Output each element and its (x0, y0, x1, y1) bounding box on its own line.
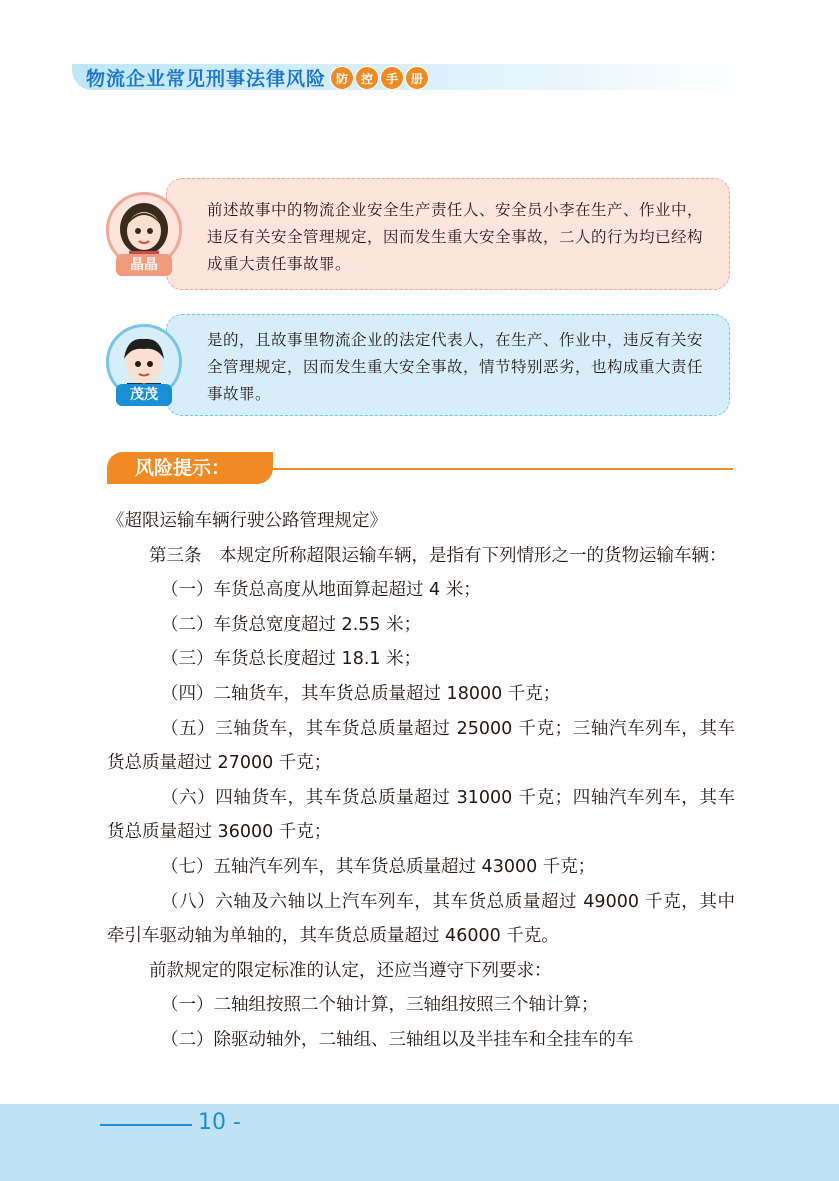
paragraph: （八）六轴及六轴以上汽车列车，其车货总质量超过 49000 千克，其中牵引车驱动轴为单轴的，其车货总质量超过 46000 千克。 (107, 891, 735, 947)
risk-heading-label: 风险提示： (107, 452, 273, 484)
paragraph: 第三条 本规定所称超限运输车辆，是指有下列情形之一的货物运输车辆： (149, 545, 727, 566)
paragraph: （七）五轴汽车列车，其车货总质量超过 43000 千克； (161, 856, 596, 877)
body-text (107, 504, 735, 1058)
dialog-bubble-jingjing (166, 178, 730, 290)
header-badge: 控 (355, 66, 379, 90)
page-footer (0, 1104, 839, 1181)
header-badge: 防 (330, 66, 354, 90)
paragraph: （五）三轴货车，其车货总质量超过 25000 千克；三轴汽车列车，其车货总质量超过 27000 千克； (107, 718, 735, 774)
paragraph: （四）二轴货车，其车货总质量超过 18000 千克； (161, 683, 561, 704)
dialog-bubble-maomao (166, 314, 730, 416)
paragraph: （一）车货总高度从地面算起超过 4 米； (161, 580, 481, 601)
paragraph: （一）二轴组按照二个轴计算，三轴组按照三个轴计算； (161, 995, 599, 1016)
paragraph: 前款规定的限定标准的认定，还应当遵守下列要求： (149, 960, 552, 981)
paragraph: （三）车货总长度超过 18.1 米； (161, 649, 422, 670)
regulation-title: 《超限运输车辆行驶公路管理规定》 (107, 511, 387, 531)
dialog-text: 前述故事中的物流企业安全生产责任人、安全员小李在生产、作业中，违反有关安全管理规定，因而发生重大安全事故，二人的行为均已经构成重大责任事故罪。 (207, 201, 704, 273)
page-header (60, 52, 760, 102)
speaker-name-tag: 茂茂 (116, 384, 172, 406)
paragraph: （二）除驱动轴外，二轴组、三轴组以及半挂车和全挂车的车 (161, 1029, 634, 1050)
header-badges (330, 66, 430, 90)
paragraph: （六）四轴货车，其车货总质量超过 31000 千克；四轴汽车列车，其车货总质量超过 36000 千克； (107, 787, 735, 843)
header-badge: 手 (380, 66, 404, 90)
divider (273, 468, 733, 470)
header-badge: 册 (405, 66, 429, 90)
footer-line (100, 1124, 192, 1126)
header-title: 物流企业常见刑事法律风险 (86, 68, 327, 90)
dialog-text: 是的，且故事里物流企业的法定代表人，在生产、作业中，违反有关安全管理规定，因而发生重大安全事故，情节特别恶劣，也构成重大责任事故罪。 (207, 331, 704, 403)
speaker-name-tag: 晶晶 (116, 254, 172, 276)
paragraph: （二）车货总宽度超过 2.55 米； (161, 614, 422, 635)
page-number: 10 - (198, 1110, 241, 1135)
risk-heading (107, 452, 733, 486)
